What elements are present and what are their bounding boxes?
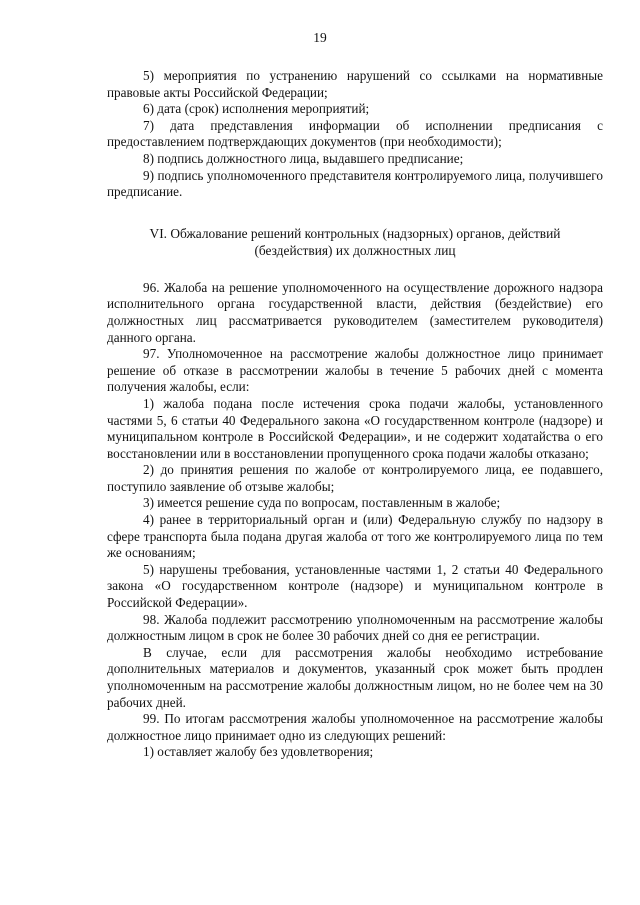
section-heading-line-2: (бездействия) их должностных лиц bbox=[254, 242, 456, 258]
paragraph-99-item-1: 1) оставляет жалобу без удовлетворения; bbox=[143, 744, 374, 760]
list-item-5: 5) мероприятия по устранению нарушений со ссылками на нормативные правовые акты Российской Федерации; bbox=[107, 68, 603, 100]
paragraph-99: 99. По итогам рассмотрения жалобы уполномоченное на рассмотрение жалобы должностное лицо принимает одно из следующих решений: bbox=[107, 711, 603, 743]
paragraph-98: 98. Жалоба подлежит рассмотрению уполномоченным на рассмотрение жалобы должностным лицом в срок не более 30 рабочих дней со дня ее регистрации. bbox=[107, 611, 603, 644]
paragraph-98-extension: В случае, если для рассмотрения жалобы необходимо истребование дополнительных материалов и документов, указанный срок может быть продлен уполномоченным на рассмотрение жалобы должностным лицом, но не более чем на 30 рабочих дней. bbox=[107, 644, 603, 710]
list-item-8: 8) подпись должностного лица, выдавшего предписание; bbox=[143, 150, 464, 166]
paragraph-97: 97. Уполномоченное на рассмотрение жалобы должностное лицо принимает решение об отказе в рассмотрении жалобы в течение 5 рабочих дней с момента получения жалобы, если: bbox=[107, 346, 603, 395]
paragraph-96: 96. Жалоба на решение уполномоченного на осуществление дорожного надзора исполнительного органа государственной власти, действия (бездействие) его должностных лиц рассматривается руководителем (заместителем руководителя) данного органа. bbox=[107, 279, 603, 345]
document-body bbox=[107, 68, 603, 761]
list-item-6: 6) дата (срок) исполнения мероприятий; bbox=[143, 101, 370, 117]
paragraph-97-item-2: 2) до принятия решения по жалобе от контролируемого лица, ее подавшего, поступило заявление об отзыве жалобы; bbox=[107, 462, 603, 494]
section-heading bbox=[107, 225, 603, 259]
list-item-9: 9) подпись уполномоченного представителя контролируемого лица, получившего предписание. bbox=[107, 167, 603, 200]
section-heading-line-1: VI. Обжалование решений контрольных (надзорных) органов, действий bbox=[149, 225, 561, 241]
page-number: 19 bbox=[313, 30, 327, 45]
paragraph-97-item-4: 4) ранее в территориальный орган и (или) Федеральную службу по надзору в сфере транспорта была подана другая жалоба от того же контролируемого лица по тем же основаниям; bbox=[107, 512, 603, 561]
paragraph-97-item-1: 1) жалоба подана после истечения срока подачи жалобы, установленного частями 5, 6 статьи 40 Федерального закона «О государственном контроле (надзоре) и муниципальном контроле в Российской Федерации», и не содержит ходатайства о его восстановлении или в восстановлении пропущенного срока подачи жалобы отказано; bbox=[107, 395, 603, 461]
list-item-7: 7) дата представления информации об исполнении предписания с предоставлением подтверждающих документов (при необходимости); bbox=[107, 117, 603, 150]
paragraph-97-item-3: 3) имеется решение суда по вопросам, поставленным в жалобе; bbox=[143, 495, 501, 511]
paragraph-97-item-5: 5) нарушены требования, установленные частями 1, 2 статьи 40 Федерального закона «О государственном контроле (надзоре) и муниципальном контроле в Российской Федерации». bbox=[107, 561, 603, 611]
